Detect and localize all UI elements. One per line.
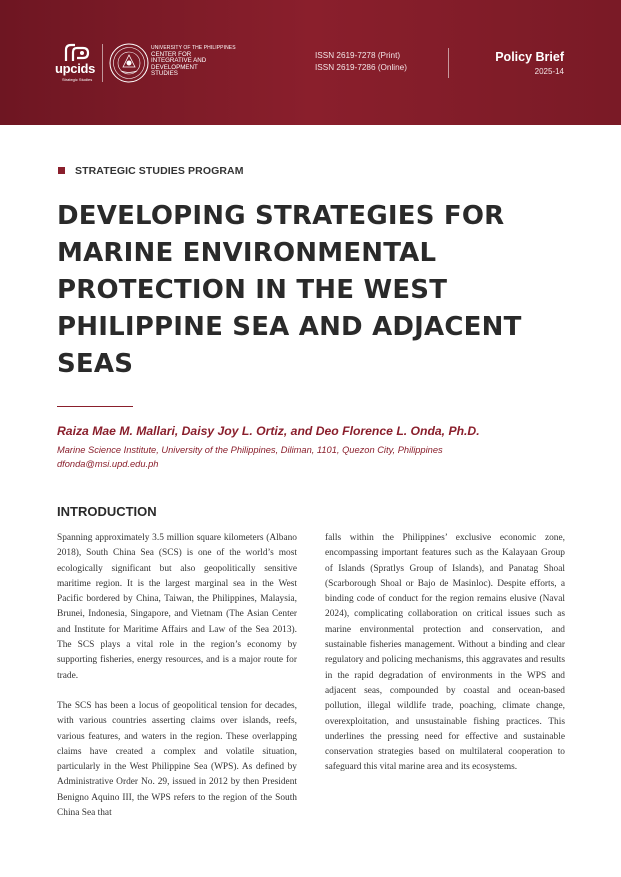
institution-line-1: UNIVERSITY OF THE PHILIPPINES <box>151 45 236 51</box>
logo-divider <box>102 44 103 82</box>
issn-print: ISSN 2619-7278 (Print) <box>315 51 401 60</box>
upcids-subtext: Strategic Studies <box>62 77 93 82</box>
upcids-logo <box>55 43 99 83</box>
issn-block <box>315 50 407 74</box>
section-heading: INTRODUCTION <box>57 504 157 519</box>
institution-line-4: DEVELOPMENT <box>151 63 198 71</box>
paragraph: falls within the Philippines’ exclusive economic zone, encompassing important features such as the Kalayaan Group of Islands (Spratlys Group of Islands), and Panatag Shoal (Scarborough Shoal or Bajo de Masinloc). Despite efforts, a binding code of conduct for the region remains elusive (Naval 2024), complicating collaboration on critical issues such as marine environmental protection and conservation, and sustainable fisheries management. Without a binding and clear regulatory and policing mechanisms, this aggravates and results in the rapid degradation of environments in the WPS and adjacent seas, compounded by coastal and ocean-based pollution, illegal wildlife trade, poaching, climate change, overexploitation, and unsustainable fishing practices. This underlines the pressing need for effective and sustainable conservation strategies based on multilateral cooperation to safeguard this vital marine area and its ecosystems. <box>325 533 565 773</box>
program-label: STRATEGIC STUDIES PROGRAM <box>75 165 244 177</box>
document-number: 2025-14 <box>534 67 564 76</box>
header-divider <box>448 48 449 78</box>
program-marker-icon <box>58 167 65 174</box>
document-title: DEVELOPING STRATEGIES FOR MARINE ENVIRONMENTAL PROTECTION IN THE WEST PHILIPPINE SEA AND ADJACENT SEAS <box>57 201 522 379</box>
up-seal-icon <box>109 43 149 83</box>
upcids-mark-icon <box>63 43 91 63</box>
header-banner <box>0 0 621 125</box>
title-divider <box>57 406 133 407</box>
authors-line: Raiza Mae M. Mallari, Daisy Joy L. Ortiz, and Deo Florence L. Onda, Ph.D. <box>57 424 480 438</box>
issn-online: ISSN 2619-7286 (Online) <box>315 63 407 72</box>
institution-line-3: INTEGRATIVE AND <box>151 57 207 65</box>
affiliation-block <box>57 444 443 471</box>
paragraph: Spanning approximately 3.5 million square kilometers (Albano 2018), South China Sea (SCS) is one of the world’s most ecologically significant but also geopolitically sensitive maritime region. It is the largest marginal sea in the West Pacific bordered by China, Taiwan, the Philippines, Malaysia, Brunei, Indonesia, Singapore, and Vietnam (The Asian Center and Institute for Maritime Affairs and Law of the Sea 2013). The SCS plays a vital role in the region’s economy by supporting fisheries, energy resources, and is a major route for trade. <box>57 533 297 681</box>
affiliation-text: Marine Science Institute, University of the Philippines, Diliman, 1101, Quezon City, Philippines <box>57 445 443 455</box>
upcids-wordmark: upcids <box>55 61 96 76</box>
institution-line-5: STUDIES <box>151 70 178 78</box>
document-type: Policy Brief <box>495 50 564 64</box>
institution-line-2: CENTER FOR <box>151 50 192 58</box>
institution-name <box>151 45 261 78</box>
paragraph: The SCS has been a locus of geopolitical tension for decades, with various countries asserting claims over islands, reefs, various features, and waters in the region. These overlapping claims have created a complex and volatile situation, particularly in the West Philippine Sea (WPS). As defined by Administrative Order No. 29, issued in 2012 by then President Benigno Aquino III, the WPS refers to the region of the South China Sea that <box>57 700 297 819</box>
body-column-left <box>57 531 297 836</box>
contact-email[interactable]: dfonda@msi.upd.edu.ph <box>57 458 159 469</box>
body-column-right <box>325 531 565 791</box>
